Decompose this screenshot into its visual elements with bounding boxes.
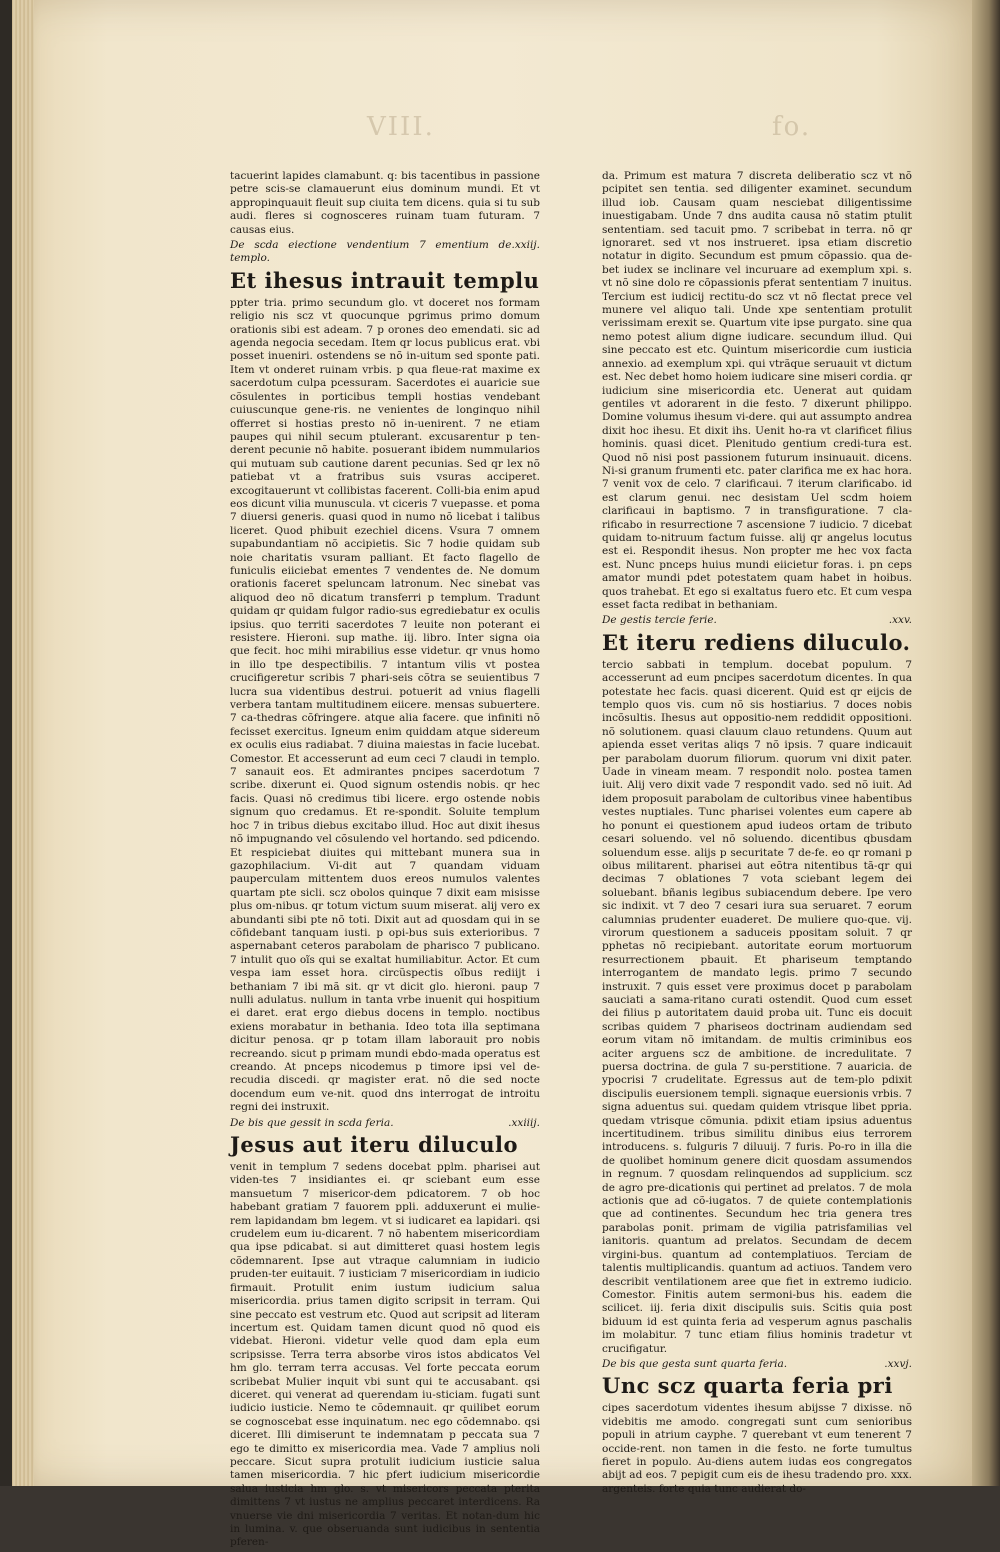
chapter-rubric: De gestis tercie ferie. .xxv.	[602, 614, 912, 627]
chapter-heading: Et iteru rediens diluculo.	[602, 629, 911, 655]
right-column	[602, 170, 912, 1498]
running-head-right: fo.	[772, 112, 812, 142]
chapter-number: .xxiij.	[511, 239, 540, 252]
paragraph: tacuerint lapides clamabunt. q: bis tacentibus in passione petre scis-se clamauerunt eius dominum mundi. Et vt appropinquauit fleuit sup ciuita tem dicens. quia si tu sub audi. fleres si cognosceres ruinam tuam futuram. 7 causas eius.	[230, 170, 540, 236]
chapter-rubric: De bis que gesta sunt quarta feria. .xxvj.	[602, 1357, 912, 1370]
chapter-heading: Jesus aut iteru diluculo	[230, 1132, 519, 1158]
chapter-heading: Unc scz quarta feria pri	[602, 1373, 893, 1399]
left-column	[230, 170, 540, 1552]
paragraph: da. Primum est matura 7 discreta deliberatio scz vt nõ pcipitet sen tentia. sed diligenter examinet. secundum illud iob. Causam quam nesciebat diligentissime inuestigabam. Unde 7 dns audita causa nõ statim ptulit sententiam. sed tacuit pmo. 7 scribebat in terra. nõ qr ignoraret. sed vt nos instrueret. ipsa etiam discretio notatur in digito. Secundum est pmum cõpassio. qua de-bet iudex se inclinare vel incuruare ad exemplum xpi. s. vt nõ sine dolo re cõpassionis pferat sententiam 7 inuitus. Tercium est iudicij rectitu-do scz vt nõ flectat prece vel munere vel aliquo tali. Unde xpe sententiam protulit verissimam erexit se. Quartum vite ipse purgato. sine qua nemo potest alium digne iudicare. secundum illud. Qui sine peccato est etc. Quintum misericordie cum iusticia annexio. ad exemplum xpi. qui vtrãque seruauit vt dictum est. Nec debet homo hoiem iudicare sine miseri cordia. qr iudicium sine misericordia etc. Uenerat aut quidam gentiles vt adorarent in die festo. 7 dixerunt philippo. Domine volumus ihesum vi-dere. qui aut assumpto andrea dixit hoc ihesu. Et dixit ihs. Uenit ho-ra vt clarificet filius hominis. quasi dicet. Plenitudo gentium credi-tura est. Quod nõ nisi post passionem futurum insinuauit. dicens. Ni-si granum frumenti etc. pater clarifica me ex hac hora. 7 venit vox de celo. 7 clarificaui. 7 iterum clarificabo. id est clarum genui. nec desistam Uel scdm hoiem clarificaui in baptismo. 7 in transfiguratione. 7 cla-rificabo in resurrectione 7 ascensione 7 iudicio. 7 dicebat quidam to-nitruum factum fuisse. alij qr angelus locutus est ei. Respondit ihesus. Non propter me hec vox facta est. Nunc pnceps huius mundi eiicietur foras. i. pn ceps amator mundi pdet potestatem quam habet in hoibus. quos trahebat. Et ego si exaltatus fuero etc. Et cum vespa esset facta redibat in bethaniam.	[602, 170, 913, 611]
book-page	[12, 0, 972, 1549]
chapter-number: .xxv.	[888, 614, 912, 627]
chapter-number: .xxiiij.	[508, 1116, 540, 1129]
page-edge-stack	[12, 0, 34, 1486]
paragraph: cipes sacerdotum videntes ihesum abijsse 7 dixisse. nõ videbitis me amodo. congregati sunt cum senioribus populi in atrium cayphe. 7 querebant vt eum tenerent 7 occide-rent. non tamen in die festo. ne forte tumultus fieret in populo. Au-diens autem iudas eos congregatos abijt ad eos. 7 pepigit cum eis de ihesu tradendo pro. xxx. argenteis. forte quia tunc audierat do-	[602, 1402, 912, 1495]
chapter-rubric: De bis que gessit in scda feria. .xxiiij.	[230, 1116, 540, 1129]
chapter-rubric: De scda eiectione vendentium 7 ementium de templo. .xxiij.	[230, 239, 540, 265]
paragraph: venit in templum 7 sedens docebat pplm. pharisei aut viden-tes 7 insidiantes ei. qr sciebant eum esse mansuetum 7 misericor-dem pdicatorem. 7 ob hoc habebant gratiam 7 fauorem ppli. adduxerunt ei mulie-rem lapidandam bm legem. vt si iudicaret ea lapidari. qsi crudelem eum iu-dicarent. 7 nõ habentem misericordiam qua ipse pdicabat. si aut dimitteret quasi hostem legis cõdemnarent. Ipse aut vtraque calumniam in iudicio pruden-ter euitauit. 7 iusticiam 7 misericordiam in iudicio firmauit. Protulit enim iustum iudicium salua misericordia. prius tamen digito scripsit in terram. Qui sine peccato est vestrum etc. Quod aut scripsit ad literam incertum est. Quidam tamen dicunt quod nõ quod eis videbat. Hieroni. videtur velle quod dam epla eum scripsisse. Terra terra absorbe viros istos abdicatos Vel hm glo. terram terra accusas. Vel forte peccata eorum scribebat Mulier inquit vbi sunt qui te accusabant. qsi diceret. qui venerat ad querendam iu-sticiam. fugati sunt iudicio iusticie. Nemo te cõdemnauit. qr quilibet eorum se cognoscebat esse inquinatum. nec ego cõdemnabo. qsi diceret. Illi dimiserunt te indemnatam p peccata sua 7 ego te dimitto ex misericordia mea. Vade 7 amplius noli peccare. Sicut supra protulit iudicium iusticie salua tamen misericordia. 7 hic pfert iudicium misericordie salua iusticia hm glo. s. vt misericors peccata pterita dimittens 7 vt iustus ne amplius peccaret interdicens. Ra vnuerse vie dni misericordia 7 veritas. Et notan-dum hic in lumina. v. que obseruanda sunt iudicibus in sententia pferen-	[230, 1161, 540, 1549]
book-spine	[972, 0, 1000, 1486]
paragraph: ppter tria. primo secundum glo. vt doceret nos formam religio nis scz vt quocunque pgrimus primo domum orationis sibi est adeam. 7 p orones deo emendati. sic ad agenda negocia secedam. Item qr locus publicus erat. vbi posset inueniri. ostendens se nõ in-uitum sed sponte pati. Item vt onderet ruinam vrbis. p qua fleue-rat maxime ex sacerdotum culpa pcessuram. Sacerdotes ei auaricie sue cõsulentes in porticibus templi hostias vendebant cuiuscunque gene-ris. ne venientes de longinquo nihil offerret si hostias presto nõ in-uenirent. 7 ne etiam paupes qui nihil secum ptulerant. excusarentur p ten-derent pecunie nõ habite. posuerant ibidem nummularios qui mutuam sub cautione darent pecunias. Sed qr lex nõ patiebat vt a fratribus suis vsuras acciperet. excogitauerunt vt collibistas facerent. Colli-bia enim apud eos dicunt vilia munuscula. vt ciceris 7 vuepasse. et poma 7 diuersi generis. quasi quod in numo nõ licebat i talibus liceret. Quod phibuit ezechiel dicens. Vsura 7 omnem supabundantiam nõ accipietis. Sic 7 hodie quidam sub noie charitatis vsuram palliant. Et facto flagello de funiculis eiiciebat ementes 7 vendentes de. Ne domum orationis faceret speluncam latronum. Nec sinebat vas aliquod deo nõ dicatum transferri p templum. Tradunt quidam qr quidam fulgor radio-sus egrediebatur ex oculis ipsius. quo territi sacerdotes 7 leuite non poterant ei resistere. Hieroni. sup mathe. iij. libro. Inter signa oia que fecit. hoc mihi mirabilius esse videtur. qr vnus homo in illo tpe despectibilis. 7 intantum vilis vt postea crucifigeretur scribis 7 phari-seis cõtra se seuientibus 7 lucra sua videntibus destrui. potuerit ad vnius flagelli verbera tantam multitudinem eiicere. mensas subuertere. 7 ca-thedras cõfringere. atque alia facere. que infiniti nõ fecisset exercitus. Igneum enim quiddam atque sidereum ex oculis eius radiabat. 7 diuina maiestas in facie lucebat. Comestor. Et accesserunt ad eum ceci 7 claudi in templo. 7 sanauit eos. Et admirantes pncipes sacerdotum 7 scribe. dixerunt ei. Quod signum ostendis nobis. qr hec facis. Quasi nõ credimus tibi licere. ergo ostende nobis signum quo credamus. Et re-spondit. Soluite templum hoc 7 in tribus diebus excitabo illud. Hoc aut dixit ihesus nõ impugnando vel cõsulendo vel hortando. sed pdicendo. Et respiciebat diuites qui mittebant munera sua in gazophilacium. Vi-dit aut 7 quandam viduam pauperculam mittentem duos ereos numulos valentes quartam pte sicli. scz obolos quinque 7 dixit eam misisse plus om-nibus. qr totum victum suum miserat. alij vero ex abundanti sibi pte nõ toti. Dixit aut ad quosdam qui in se cõfidebant tanquam iusti. p opi-bus suis exterioribus. 7 aspernabant ceteros parabolam de pharisco 7 publicano. 7 intulit quo oĩs qui se exaltat humiliabitur. Actor. Et cum vespa iam esset hora. circũspectis oĩbus rediijt i bethaniam 7 ibi mã sit. qr vt dicit glo. hieroni. paup 7 nulli adulatus. nullum in tanta vrbe inuenit qui hospitium ei daret. erat ergo diebus docens in templo. noctibus exiens morabatur in bethania. Ideo tota illa septimana dicitur penosa. qr p totam illam laborauit pro nobis recreando. sicut p primam mundi ebdo-mada operatus est creando. At pnceps nicodemus p timore ipsi vel de-recudia discedi. qr magister erat. nõ die sed nocte docendum eum ve-nit. quod dns interrogat de introitu regni dei instruxit.	[230, 296, 540, 1114]
chapter-number: .xxvj.	[884, 1357, 912, 1370]
running-head-left: VIII.	[367, 112, 435, 142]
chapter-heading: Et ihesus intrauit templu	[230, 267, 540, 293]
paragraph: tercio sabbati in templum. docebat populum. 7 accesserunt ad eum pncipes sacerdotum dicentes. In qua potestate hec facis. quasi dicerent. Quid est qr eijcis de templo quos vis. cum nõ sis hostiarius. 7 doces nobis incõsultis. Ihesus aut oppositio-nem reddidit oppositioni. nõ solutionem. quasi clauum clauo retundens. Quum aut apienda esset veritas aliqs 7 nõ ipsis. 7 quare indicauit per parabolam duorum filiorum. quorum vni dixit pater. Uade in vineam meam. 7 respondit nolo. postea tamen iuit. Alij vero dixit vade 7 respondit vado. sed nõ iuit. Ad idem proposuit parabolam de cultoribus vinee habentibus vestes nuptiales. Tunc pharisei volentes eum capere ab ho ponunt ei questionem apud iudeos ortam de tributo cesari soluendo. vel nõ soluendo. dicentibus qbusdam soluendum esse. alijs p securitate 7 de-fe. eo qr romani p oibus militarent. pharisei aut eõtra nitentibus tã-qr qui decimas 7 oblationes 7 vota sciebant legem dei soluebant. bñanis legibus subiacendum debere. Ipe vero sic indixit. vt 7 deo 7 cesari iura sua seruaret. 7 eorum calumnias prudenter euaderet. De muliere quo-que. vij. virorum questionem a saduceis ppositam soluit. 7 qr pphetas nõ recipiebant. autoritate eorum mortuorum resurrectionem pbauit. Et phariseum temptando interrogantem de mandato legis. primo 7 secundo instruxit. 7 quis esset vere proximus docet p parabolam sauciati a sama-ritano curati ostendit. Quod cum esset dei filius p autoritatem dauid proba uit. Tunc eis docuit scribas quidem 7 phariseos doctrinam audiendam sed eorum vitam nõ imitandam. de multis criminibus eos aciter arguens scz de ambitione. de incredulitate. 7 puersa doctrina. de gula 7 su-perstitione. 7 auaricia. de ypocrisi 7 crudelitate. Egressus aut de tem-plo pdixit discipulis euersionem templi. signaque euersionis vrbis. 7 signa aduentus sui. quedam quidem vtrisque libet ppria. quedam vtrisque cõmunia. pdixit etiam ipsius aduentus incertitudinem. tribus similitu dinibus eius terrorem introducens. s. fulguris 7 diluuij. 7 furis. Po-ro in illa die de quolibet hominum genere dicit quosdam assumendos in regnum. 7 quosdam relinquendos ad supplicium. scz de agro pre-dicationis qui pertinet ad prelatos. 7 de mola actionis que ad cõ-iugatos. 7 de quiete contemplationis que ad continentes. Secundum hec tria genera tres parabolas ponit. primam de vigilia patrisfamilias vel ianitoris. quantum ad prelatos. Secundam de decem virgini-bus. quantum ad contemplatiuos. Terciam de talentis multiplicandis. quantum ad actiuos. Tandem vero describit ventilationem aree que fiet in extremo iudicio. Comestor. Finitis autem sermoni-bus his. eadem die scilicet. iij. feria dixit discipulis suis. Scitis quia post biduum id est quinta feria ad vesperum agnus paschalis im molabitur. 7 tunc etiam filius hominis tradetur vt crucifigatur.	[602, 658, 912, 1355]
